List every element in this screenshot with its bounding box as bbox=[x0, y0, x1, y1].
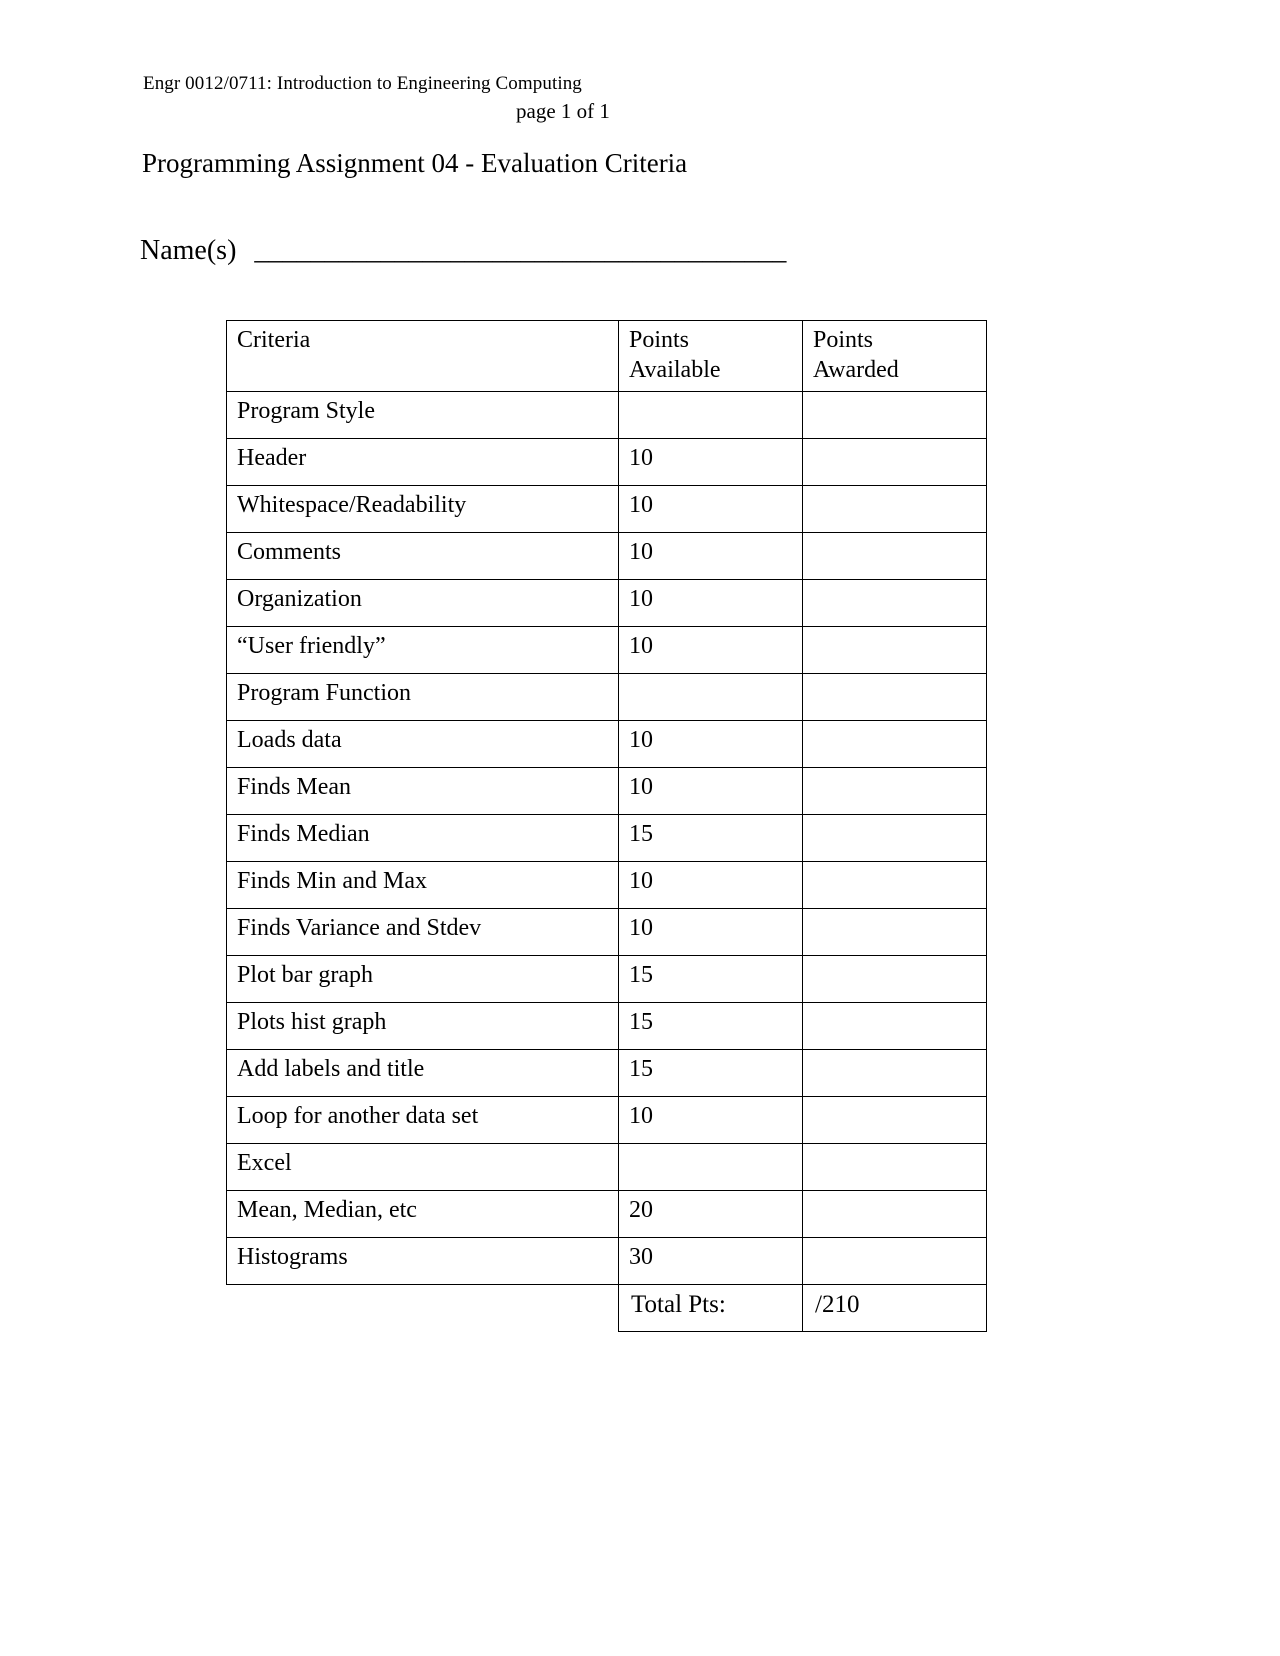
table-row bbox=[227, 815, 987, 862]
row-criteria: Plots hist graph bbox=[227, 1003, 619, 1050]
row-criteria: Finds Min and Max bbox=[227, 862, 619, 909]
row-points-available: 30 bbox=[619, 1238, 803, 1285]
row-points-awarded[interactable] bbox=[803, 627, 987, 674]
table-row bbox=[227, 439, 987, 486]
row-points-available: 10 bbox=[619, 486, 803, 533]
row-points-available: 10 bbox=[619, 768, 803, 815]
row-points-available: 10 bbox=[619, 533, 803, 580]
row-points-awarded[interactable] bbox=[803, 1050, 987, 1097]
course-header: Engr 0012/0711: Introduction to Engineering Computing bbox=[143, 73, 582, 94]
name-input-blank[interactable]: ______________________________________ bbox=[254, 235, 787, 266]
row-points-available bbox=[619, 674, 803, 721]
row-points-awarded[interactable] bbox=[803, 486, 987, 533]
row-points-awarded[interactable] bbox=[803, 956, 987, 1003]
row-points-available bbox=[619, 1144, 803, 1191]
table-row bbox=[227, 768, 987, 815]
row-points-awarded[interactable] bbox=[803, 674, 987, 721]
row-criteria: Excel bbox=[227, 1144, 619, 1191]
row-points-available: 15 bbox=[619, 815, 803, 862]
row-points-available: 10 bbox=[619, 580, 803, 627]
row-criteria: Header bbox=[227, 439, 619, 486]
table-row bbox=[227, 1097, 987, 1144]
total-label: Total Pts: bbox=[619, 1285, 803, 1332]
table-header-row bbox=[227, 321, 987, 392]
total-value[interactable]: /210 bbox=[803, 1285, 987, 1332]
row-criteria: Plot bar graph bbox=[227, 956, 619, 1003]
row-points-awarded[interactable] bbox=[803, 392, 987, 439]
table-row bbox=[227, 580, 987, 627]
total-row bbox=[227, 1285, 987, 1332]
row-points-awarded[interactable] bbox=[803, 580, 987, 627]
page-indicator: page 1 of 1 bbox=[516, 99, 610, 123]
row-criteria: Histograms bbox=[227, 1238, 619, 1285]
row-criteria: Mean, Median, etc bbox=[227, 1191, 619, 1238]
points-available-line1: Points bbox=[629, 327, 690, 353]
table-row bbox=[227, 1003, 987, 1050]
row-points-available: 10 bbox=[619, 909, 803, 956]
row-points-available: 10 bbox=[619, 1097, 803, 1144]
row-points-available: 10 bbox=[619, 862, 803, 909]
table-row bbox=[227, 392, 987, 439]
row-points-available: 15 bbox=[619, 1050, 803, 1097]
table-row bbox=[227, 1191, 987, 1238]
row-criteria: Finds Median bbox=[227, 815, 619, 862]
evaluation-criteria-table bbox=[226, 320, 987, 1332]
row-points-awarded[interactable] bbox=[803, 533, 987, 580]
row-points-awarded[interactable] bbox=[803, 1191, 987, 1238]
page-title: Programming Assignment 04 - Evaluation Criteria bbox=[142, 148, 688, 178]
column-header-points-awarded bbox=[803, 321, 987, 392]
row-points-awarded[interactable] bbox=[803, 909, 987, 956]
row-points-awarded[interactable] bbox=[803, 721, 987, 768]
row-points-available: 10 bbox=[619, 627, 803, 674]
row-criteria: Loop for another data set bbox=[227, 1097, 619, 1144]
points-awarded-line2: Awarded bbox=[813, 357, 899, 383]
row-points-awarded[interactable] bbox=[803, 439, 987, 486]
table-row bbox=[227, 533, 987, 580]
table-row bbox=[227, 1144, 987, 1191]
points-awarded-line1: Points bbox=[813, 327, 874, 353]
row-criteria: Finds Variance and Stdev bbox=[227, 909, 619, 956]
row-points-awarded[interactable] bbox=[803, 815, 987, 862]
row-points-available: 15 bbox=[619, 956, 803, 1003]
column-header-points-available bbox=[619, 321, 803, 392]
table-row bbox=[227, 956, 987, 1003]
row-points-available bbox=[619, 392, 803, 439]
row-criteria: Add labels and title bbox=[227, 1050, 619, 1097]
name-field-row bbox=[140, 235, 786, 267]
total-spacer bbox=[227, 1285, 619, 1332]
row-points-awarded[interactable] bbox=[803, 1144, 987, 1191]
row-points-available: 10 bbox=[619, 721, 803, 768]
row-criteria: Comments bbox=[227, 533, 619, 580]
table-row bbox=[227, 674, 987, 721]
table-row bbox=[227, 909, 987, 956]
row-criteria: Loads data bbox=[227, 721, 619, 768]
row-points-awarded[interactable] bbox=[803, 1238, 987, 1285]
row-points-awarded[interactable] bbox=[803, 1097, 987, 1144]
table-row bbox=[227, 1050, 987, 1097]
table-row bbox=[227, 862, 987, 909]
name-label: Name(s) bbox=[140, 235, 237, 266]
row-criteria: Organization bbox=[227, 580, 619, 627]
row-criteria: Whitespace/Readability bbox=[227, 486, 619, 533]
table-row bbox=[227, 721, 987, 768]
table-row bbox=[227, 1238, 987, 1285]
row-points-awarded[interactable] bbox=[803, 768, 987, 815]
row-points-awarded[interactable] bbox=[803, 862, 987, 909]
row-criteria: Program Function bbox=[227, 674, 619, 721]
row-points-available: 10 bbox=[619, 439, 803, 486]
row-points-available: 15 bbox=[619, 1003, 803, 1050]
table-row bbox=[227, 627, 987, 674]
column-header-criteria: Criteria bbox=[227, 321, 619, 392]
points-available-line2: Available bbox=[629, 357, 721, 383]
row-criteria: “User friendly” bbox=[227, 627, 619, 674]
row-points-available: 20 bbox=[619, 1191, 803, 1238]
row-points-awarded[interactable] bbox=[803, 1003, 987, 1050]
table-body bbox=[227, 321, 987, 1332]
row-criteria: Program Style bbox=[227, 392, 619, 439]
table-row bbox=[227, 486, 987, 533]
row-criteria: Finds Mean bbox=[227, 768, 619, 815]
